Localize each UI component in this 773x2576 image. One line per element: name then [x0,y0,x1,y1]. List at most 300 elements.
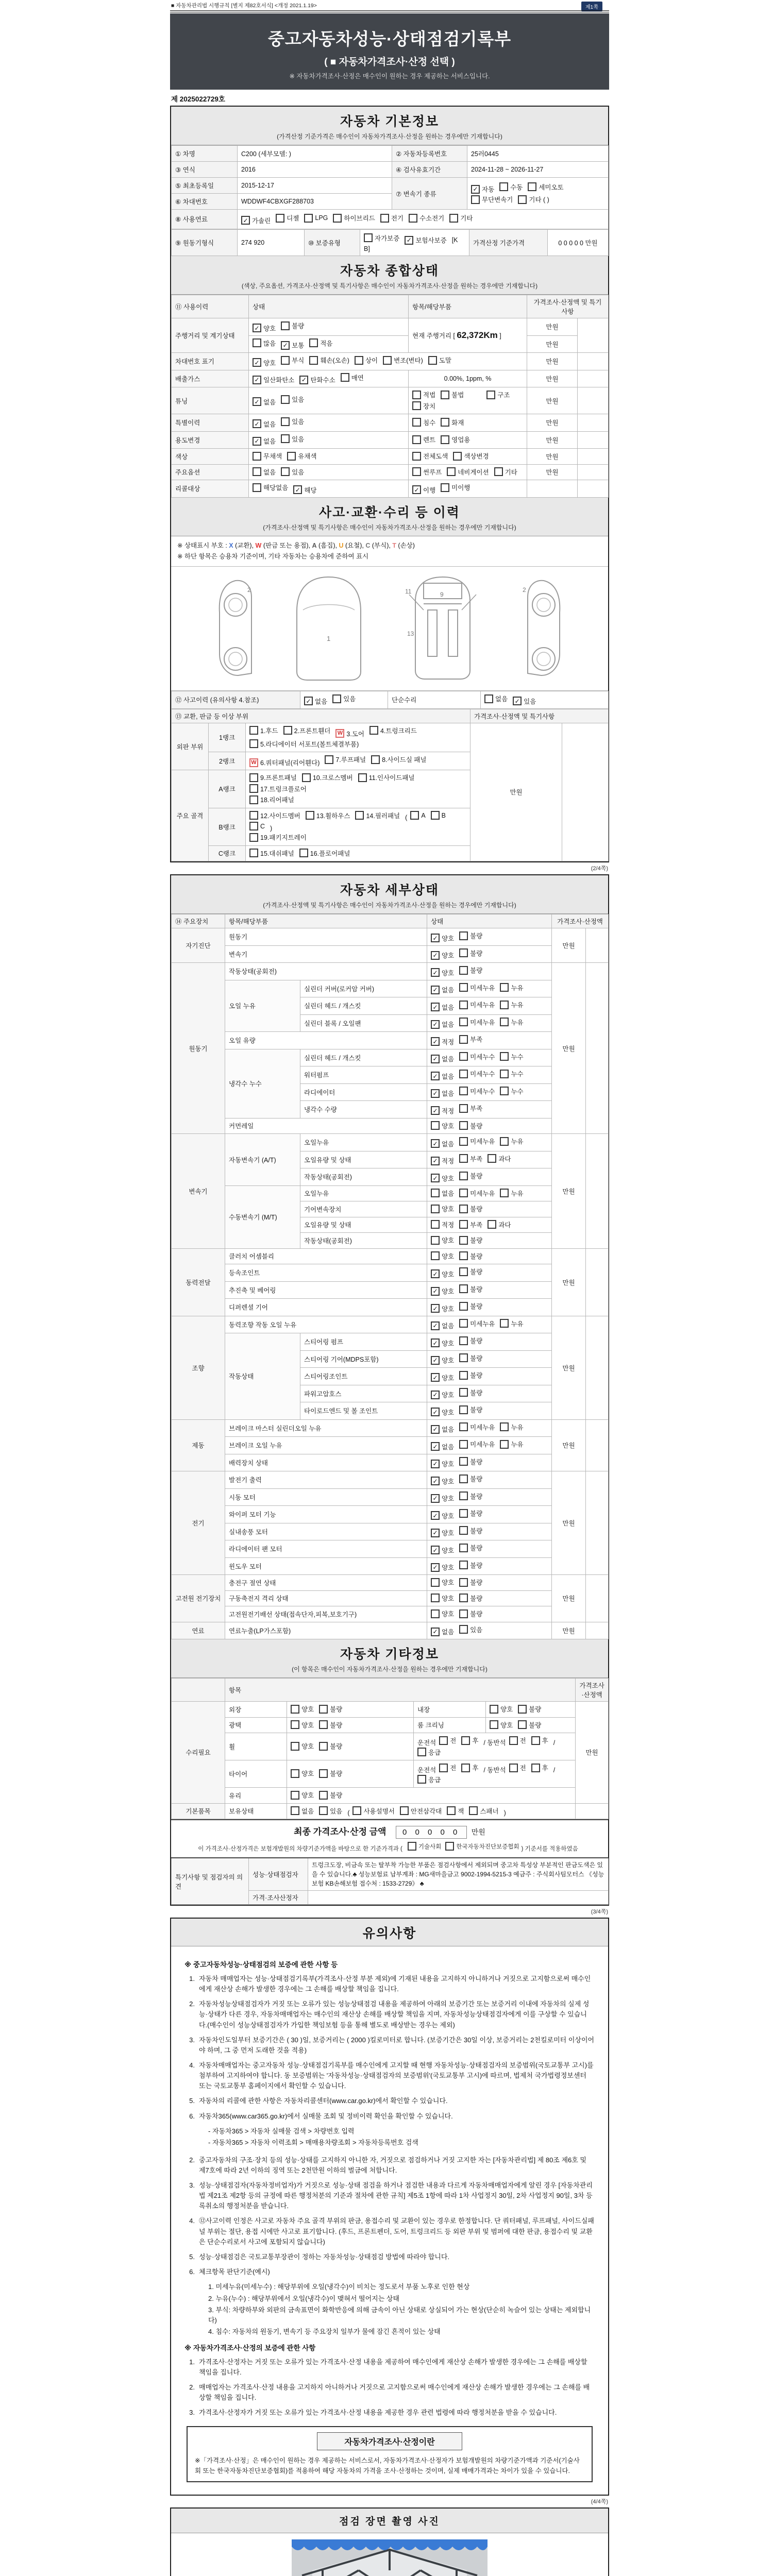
checkbox-option[interactable] [459,1625,482,1634]
checkbox[interactable] [383,356,392,365]
checkbox[interactable] [319,1806,328,1815]
checkbox[interactable] [459,1087,468,1095]
checkbox-option[interactable] [431,1563,454,1572]
checkbox-option[interactable] [500,1069,523,1078]
checkbox[interactable] [459,1154,468,1163]
checkbox[interactable] [459,1336,468,1345]
checkbox[interactable] [431,934,440,942]
checkbox[interactable] [431,1408,440,1416]
checkbox[interactable] [459,1594,468,1602]
checkbox[interactable] [431,1529,440,1537]
checkbox-option[interactable] [319,1741,342,1751]
checkbox-option[interactable] [253,397,276,406]
checkbox-option[interactable] [431,1321,454,1330]
checkbox-option[interactable] [431,1121,454,1130]
checkbox[interactable] [319,1742,328,1751]
checkbox[interactable] [500,1137,509,1146]
checkbox[interactable] [459,1405,468,1414]
checkbox[interactable] [488,1220,496,1229]
checkbox-option[interactable] [459,931,482,940]
checkbox-option[interactable] [441,483,470,492]
checkbox-option[interactable] [281,467,304,477]
checkbox[interactable] [447,1806,456,1815]
checkbox[interactable] [431,1139,440,1148]
checkbox[interactable] [355,811,364,820]
checkbox-option[interactable] [249,822,265,831]
checkbox[interactable] [500,983,509,992]
checkbox[interactable] [319,1705,328,1714]
checkbox[interactable] [431,1578,440,1587]
checkbox[interactable] [358,773,367,782]
checkbox-option[interactable] [500,1439,523,1449]
checkbox-option[interactable] [500,1319,523,1328]
checkbox[interactable] [249,822,258,831]
checkbox-option[interactable] [358,773,415,782]
checkbox-option[interactable] [281,417,304,426]
checkbox[interactable] [287,452,296,461]
checkbox[interactable] [459,1609,468,1618]
checkbox[interactable] [459,1251,468,1260]
checkbox[interactable] [431,986,440,994]
checkbox[interactable] [241,216,250,225]
checkbox-option[interactable] [281,355,304,365]
checkbox-option[interactable] [459,948,482,958]
checkbox-option[interactable] [500,1087,523,1096]
checkbox[interactable] [281,434,290,443]
checkbox[interactable] [431,1055,440,1063]
checkbox[interactable] [431,1391,440,1399]
checkbox-option[interactable] [459,1353,482,1363]
checkbox[interactable] [291,1705,299,1714]
checkbox[interactable] [431,1251,440,1260]
checkbox[interactable] [500,1087,509,1095]
checkbox[interactable] [531,1764,540,1772]
checkbox[interactable] [253,437,261,446]
checkbox-option[interactable] [309,355,349,365]
checkbox-option[interactable] [441,418,464,427]
checkbox[interactable] [459,1509,468,1518]
checkbox-option[interactable] [431,968,454,977]
checkbox-option[interactable] [253,483,288,492]
checkbox[interactable] [500,1422,509,1431]
checkbox-option[interactable] [531,1736,548,1745]
checkbox[interactable] [291,1742,299,1751]
checkbox-option[interactable] [299,375,335,384]
checkbox[interactable] [281,341,290,350]
checkbox-option[interactable] [459,1220,482,1229]
checkbox-option[interactable] [459,1492,482,1501]
checkbox[interactable] [431,1442,440,1451]
checkbox-option[interactable] [459,1018,495,1027]
checkbox-option[interactable] [249,726,278,735]
checkbox[interactable] [281,467,290,476]
checkbox[interactable] [459,1353,468,1362]
checkbox[interactable] [459,1018,468,1026]
checkbox[interactable] [431,1563,440,1572]
checkbox[interactable] [469,1806,478,1815]
checkbox[interactable] [486,391,495,399]
checkbox-option[interactable] [499,182,523,192]
checkbox-option[interactable] [459,1457,482,1466]
checkbox[interactable] [459,1267,468,1276]
checkbox-option[interactable] [459,1087,495,1096]
checkbox[interactable] [431,1338,440,1347]
checkbox[interactable] [306,811,314,820]
checkbox-option[interactable] [459,965,482,975]
checkbox-option[interactable] [459,1284,482,1294]
checkbox-option[interactable] [431,1408,454,1417]
checkbox[interactable] [431,1236,440,1245]
checkbox-option[interactable] [459,1526,482,1535]
checkbox[interactable] [484,694,493,703]
checkbox-option[interactable] [459,1251,482,1261]
checkbox[interactable] [431,1356,440,1365]
checkbox[interactable] [431,1609,440,1618]
checkbox-option[interactable] [319,1704,342,1714]
checkbox-option[interactable] [431,1269,454,1279]
checkbox[interactable] [281,321,290,330]
checkbox[interactable] [459,1544,468,1552]
checkbox[interactable] [431,1304,440,1313]
checkbox[interactable] [431,1628,440,1636]
checkbox[interactable] [431,1003,440,1011]
checkbox-option[interactable] [281,434,304,444]
checkbox-option[interactable] [459,1370,482,1380]
checkbox-option[interactable] [531,1763,548,1772]
checkbox-option[interactable] [431,1355,454,1365]
checkbox[interactable] [500,1440,509,1449]
checkbox[interactable] [459,966,468,975]
checkbox[interactable]: W [249,758,258,767]
checkbox[interactable] [528,182,536,191]
checkbox[interactable] [400,1806,409,1815]
checkbox[interactable] [291,1720,299,1729]
checkbox[interactable] [459,1440,468,1449]
checkbox-option[interactable] [459,1104,482,1113]
checkbox-option[interactable] [500,1137,523,1146]
checkbox-option[interactable] [494,467,517,477]
checkbox[interactable] [499,182,508,191]
checkbox-option[interactable] [431,1139,454,1148]
checkbox-option[interactable] [484,694,508,703]
checkbox-option[interactable] [249,739,359,749]
checkbox[interactable] [253,452,261,461]
checkbox-option[interactable] [287,451,316,461]
checkbox[interactable] [459,1302,468,1311]
checkbox-option[interactable] [439,1763,456,1772]
checkbox-option[interactable] [431,1037,454,1046]
checkbox-option[interactable] [241,216,271,225]
checkbox[interactable] [459,1001,468,1009]
checkbox[interactable] [500,1070,509,1078]
checkbox[interactable] [459,1236,468,1245]
checkbox[interactable] [500,1018,509,1026]
checkbox[interactable] [364,233,373,242]
checkbox[interactable] [319,1720,328,1729]
checkbox-option[interactable] [459,1121,482,1130]
checkbox[interactable] [431,1106,440,1115]
checkbox[interactable] [332,694,341,703]
checkbox-option[interactable] [459,1069,495,1078]
checkbox-option[interactable] [431,1220,454,1229]
checkbox[interactable] [412,401,421,410]
checkbox-option[interactable] [528,182,563,192]
checkbox-option[interactable] [518,1704,541,1714]
checkbox-option[interactable] [253,375,294,384]
checkbox[interactable] [309,356,318,365]
checkbox[interactable] [319,1769,328,1778]
checkbox[interactable] [459,948,468,957]
checkbox-option[interactable] [431,1494,454,1503]
checkbox-option[interactable] [352,1806,394,1816]
checkbox-option[interactable] [431,1286,454,1296]
checkbox[interactable] [302,773,311,782]
checkbox-option[interactable] [291,1741,314,1751]
checkbox[interactable] [459,1104,468,1113]
checkbox[interactable] [439,1736,448,1745]
checkbox[interactable] [500,1189,509,1197]
checkbox[interactable] [488,1154,496,1163]
checkbox-option[interactable] [431,934,454,943]
checkbox[interactable] [439,1764,448,1772]
checkbox-option[interactable] [431,1204,454,1213]
checkbox[interactable] [293,485,302,494]
checkbox[interactable] [459,1205,468,1213]
checkbox-option[interactable] [408,1842,441,1851]
checkbox-option[interactable] [459,1543,482,1552]
checkbox-option[interactable] [459,1578,482,1587]
checkbox[interactable] [431,1477,440,1485]
checkbox-option[interactable] [283,726,331,735]
checkbox[interactable] [253,358,261,367]
checkbox[interactable] [500,1319,509,1328]
checkbox-option[interactable] [431,985,454,994]
checkbox-option[interactable] [253,451,282,461]
checkbox-option[interactable] [355,811,400,820]
checkbox-option[interactable] [431,1425,454,1434]
checkbox[interactable] [431,1121,440,1130]
checkbox[interactable] [291,1806,299,1815]
checkbox[interactable] [253,324,261,332]
checkbox[interactable] [299,849,308,857]
checkbox-option[interactable] [431,1609,454,1618]
checkbox-option[interactable] [459,1422,495,1432]
checkbox-option[interactable] [380,213,404,223]
checkbox[interactable] [249,739,258,748]
checkbox-option[interactable] [291,1704,314,1714]
checkbox[interactable] [513,697,522,705]
checkbox[interactable] [431,1546,440,1554]
checkbox[interactable] [281,417,290,426]
checkbox[interactable] [459,1189,468,1197]
checkbox-option[interactable] [417,1775,441,1784]
checkbox-option[interactable] [371,755,426,764]
checkbox[interactable] [518,195,527,204]
checkbox[interactable] [431,1157,440,1165]
checkbox-option[interactable] [249,773,297,782]
checkbox-option[interactable] [459,1189,495,1198]
checkbox[interactable] [500,1001,509,1009]
checkbox-option[interactable] [249,795,294,804]
checkbox-option[interactable] [459,1137,495,1146]
checkbox[interactable] [459,1052,468,1061]
checkbox[interactable] [459,1121,468,1130]
checkbox[interactable] [304,697,313,705]
checkbox[interactable] [319,1791,328,1800]
checkbox-option[interactable] [333,213,375,223]
checkbox[interactable] [459,1625,468,1634]
checkbox-option[interactable] [249,758,320,767]
checkbox-option[interactable] [319,1790,342,1800]
checkbox[interactable] [459,1457,468,1466]
checkbox-option[interactable] [500,1000,523,1009]
checkbox-option[interactable] [341,373,364,382]
checkbox-option[interactable] [469,1806,498,1816]
checkbox-option[interactable] [488,1154,511,1163]
checkbox-option[interactable] [459,1204,482,1213]
checkbox-option[interactable] [518,1720,541,1730]
checkbox[interactable] [341,373,349,382]
checkbox-option[interactable] [383,355,423,365]
checkbox[interactable] [410,811,419,820]
checkbox-option[interactable] [447,1806,464,1816]
checkbox[interactable] [249,811,258,820]
checkbox[interactable] [459,1172,468,1180]
checkbox[interactable] [249,795,258,804]
checkbox-option[interactable] [431,1235,454,1245]
checkbox-option[interactable] [500,1052,523,1061]
checkbox-option[interactable] [459,1267,482,1276]
checkbox[interactable] [459,1475,468,1483]
checkbox-option[interactable] [518,195,549,204]
checkbox[interactable] [459,1526,468,1535]
checkbox[interactable] [291,1769,299,1778]
checkbox[interactable] [459,1492,468,1500]
checkbox[interactable] [509,1764,518,1772]
checkbox-option[interactable] [369,726,417,735]
checkbox-option[interactable] [490,1704,513,1714]
checkbox[interactable] [431,1494,440,1503]
checkbox-option[interactable] [459,1594,482,1603]
checkbox[interactable] [459,1035,468,1044]
checkbox[interactable] [459,1070,468,1078]
checkbox-option[interactable] [490,1720,513,1730]
checkbox[interactable] [253,419,261,428]
checkbox-option[interactable] [447,467,489,477]
checkbox[interactable] [441,418,449,427]
checkbox-option[interactable] [412,485,435,495]
checkbox-option[interactable] [253,419,276,429]
checkbox-option[interactable] [500,1422,523,1432]
checkbox-option[interactable] [459,1171,482,1180]
checkbox[interactable] [518,1720,527,1729]
checkbox[interactable] [409,214,417,223]
checkbox[interactable] [453,452,462,461]
checkbox-option[interactable] [459,1035,482,1044]
checkbox[interactable] [490,1705,498,1714]
checkbox[interactable] [431,951,440,960]
checkbox-option[interactable] [253,436,276,446]
checkbox-option[interactable] [319,1769,342,1778]
checkbox[interactable] [276,214,284,223]
checkbox-option[interactable] [306,811,350,820]
checkbox-option[interactable] [304,214,328,223]
checkbox-option[interactable] [431,1156,454,1165]
checkbox[interactable] [431,1189,440,1197]
checkbox-option[interactable] [304,697,327,706]
checkbox-option[interactable] [410,811,425,820]
checkbox-option[interactable] [364,233,399,243]
checkbox[interactable] [431,1072,440,1080]
checkbox[interactable] [447,467,456,476]
checkbox-option[interactable] [302,773,353,782]
checkbox-option[interactable] [431,1546,454,1555]
checkbox-option[interactable] [431,1089,454,1098]
checkbox-option[interactable] [431,1338,454,1348]
checkbox[interactable] [459,1137,468,1146]
checkbox-option[interactable] [461,1763,478,1772]
checkbox-option[interactable] [335,729,364,738]
checkbox[interactable] [490,1720,498,1729]
checkbox[interactable] [431,1425,440,1434]
checkbox-option[interactable] [461,1736,478,1745]
checkbox-option[interactable] [445,1842,519,1851]
checkbox[interactable] [441,391,449,399]
checkbox[interactable] [494,467,503,476]
checkbox-option[interactable] [281,395,304,404]
checkbox-option[interactable] [400,1806,442,1816]
checkbox-option[interactable] [405,235,446,245]
checkbox[interactable] [249,849,258,857]
checkbox[interactable] [459,1371,468,1380]
checkbox-option[interactable] [249,849,294,858]
checkbox[interactable] [253,376,261,384]
checkbox[interactable]: W [335,729,344,738]
checkbox[interactable] [461,1736,470,1745]
checkbox[interactable] [459,1422,468,1431]
checkbox-option[interactable] [431,1373,454,1382]
checkbox-option[interactable] [459,1235,482,1245]
checkbox-option[interactable] [500,1018,523,1027]
checkbox[interactable] [428,356,437,365]
checkbox[interactable] [304,214,313,223]
checkbox-option[interactable] [488,1220,511,1229]
checkbox-option[interactable] [431,1594,454,1603]
checkbox[interactable] [408,1842,416,1851]
checkbox-option[interactable] [431,1528,454,1537]
checkbox-option[interactable] [249,811,300,820]
checkbox[interactable] [431,1321,440,1330]
checkbox-option[interactable] [459,1052,495,1061]
checkbox[interactable] [461,1764,470,1772]
checkbox-option[interactable] [309,338,332,348]
checkbox[interactable] [369,726,378,735]
checkbox-option[interactable] [509,1736,526,1745]
checkbox[interactable] [253,338,261,347]
checkbox[interactable] [249,833,258,842]
checkbox-option[interactable] [441,390,464,399]
checkbox-option[interactable] [412,451,448,461]
checkbox[interactable] [281,356,290,365]
checkbox[interactable] [500,1052,509,1061]
checkbox[interactable] [249,784,258,793]
page-corner-badge[interactable]: 제1쪽 [581,2,602,11]
checkbox-option[interactable] [431,1390,454,1399]
checkbox-option[interactable] [459,1154,482,1163]
checkbox-option[interactable] [431,1511,454,1520]
checkbox-option[interactable] [355,355,378,365]
checkbox[interactable] [431,1594,440,1602]
